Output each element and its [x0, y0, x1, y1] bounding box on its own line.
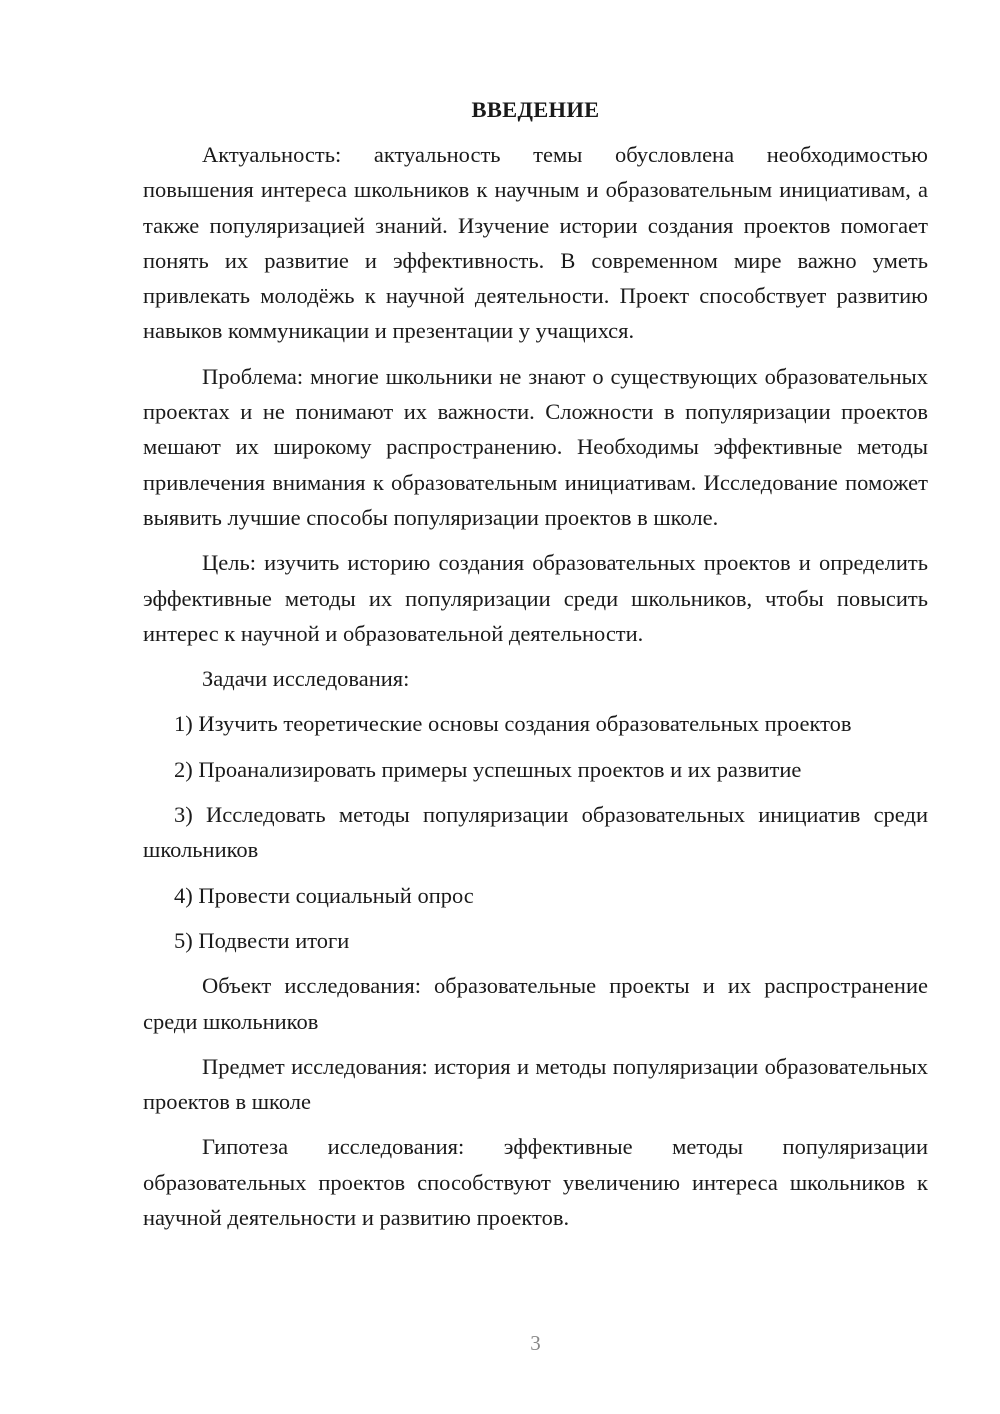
object-paragraph: Объект исследования: образовательные проекты и их распространение среди школьников	[143, 973, 928, 1034]
hypothesis-paragraph: Гипотеза исследования: эффективные методы популяризации образовательных проектов способствуют увеличению интереса школьников к научной деятельности и развитию проектов.	[143, 1134, 928, 1231]
task-item-4: 4) Провести социальный опрос	[174, 882, 474, 908]
task-item-2: 2) Проанализировать примеры успешных проектов и их развитие	[174, 756, 802, 782]
problem-paragraph: Проблема: многие школьники не знают о существующих образовательных проектах и не понимают их важности. Сложности в популяризации проектов мешают их широкому распространению. Необходимы эффективные методы привлечения внимания к образовательным инициативам. Исследование поможет выявить лучшие способы популяризации проектов в школе.	[143, 363, 928, 530]
task-item-1: 1) Изучить теоретические основы создания образовательных проектов	[174, 711, 852, 737]
goal-paragraph: Цель: изучить историю создания образовательных проектов и определить эффективные методы их популяризации среди школьников, чтобы повысить интерес к научной и образовательной деятельности.	[143, 550, 928, 646]
task-item-5: 5) Подвести итоги	[174, 927, 350, 953]
relevance-paragraph: Актуальность: актуальность темы обусловлена необходимостью повышения интереса школьников к научным и образовательным инициативам, а также популяризацией знаний. Изучение истории создания проектов помогает понять их развитие и эффективность. В современном мире важно уметь привлекать молодёжь к научной деятельности. Проект способствует развитию навыков коммуникации и презентации у учащихся.	[143, 142, 928, 344]
page-number: 3	[530, 1331, 541, 1355]
page-content	[143, 92, 928, 1245]
tasks-heading: Задачи исследования:	[202, 666, 410, 692]
subject-paragraph: Предмет исследования: история и методы популяризации образовательных проектов в школе	[143, 1053, 928, 1115]
section-title: ВВЕДЕНИЕ	[471, 97, 600, 122]
task-item-3: 3) Исследовать методы популяризации образовательных инициатив среди школьников	[143, 802, 928, 863]
